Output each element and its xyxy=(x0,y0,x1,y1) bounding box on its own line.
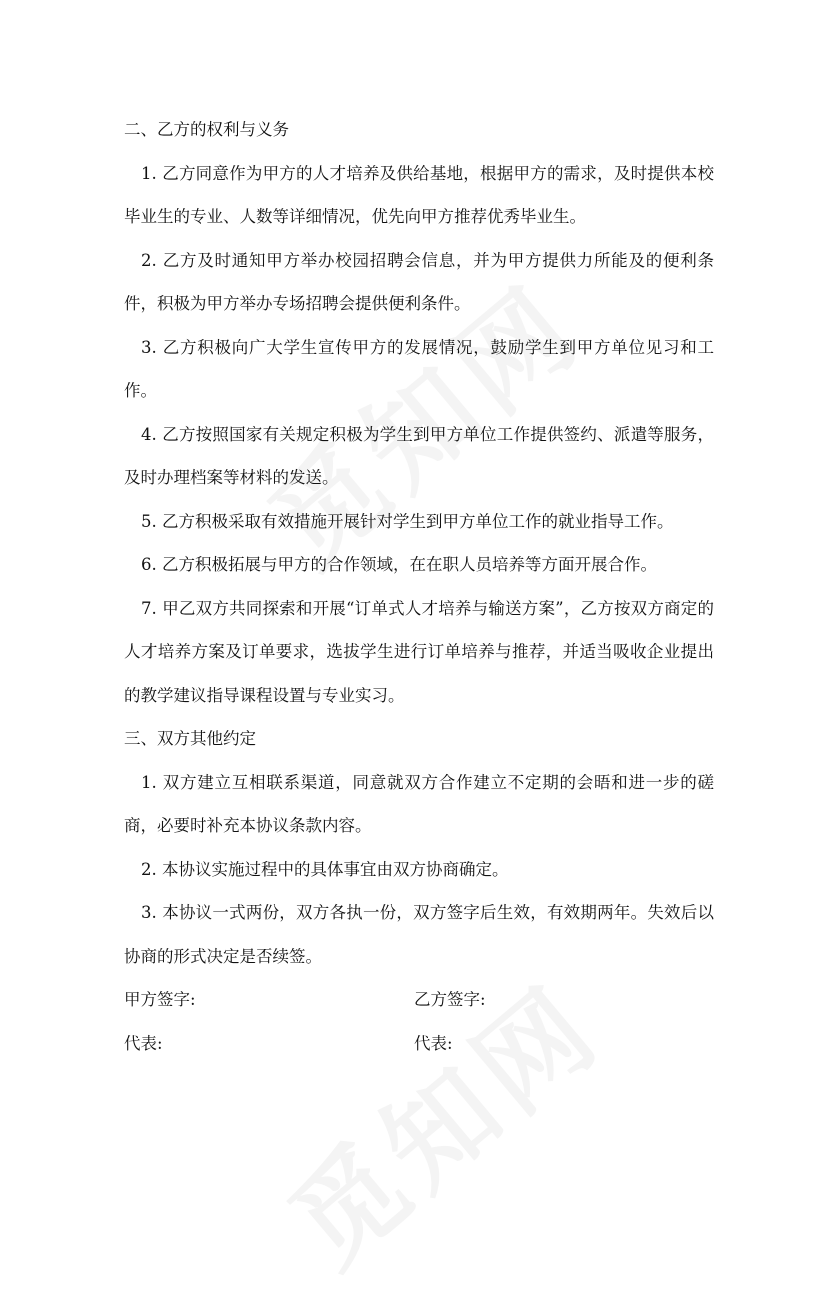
clause: 4. 乙方按照国家有关规定积极为学生到甲方单位工作提供签约、派遣等服务，及时办理档案等材料的发送。 xyxy=(124,424,714,487)
section-heading: 二、乙方的权利与义务 xyxy=(124,120,289,139)
signature-row xyxy=(124,978,714,1022)
clause: 3. 本协议一式两份，双方各执一份，双方签字后生效，有效期两年。失效后以协商的形式决定是否续签。 xyxy=(124,903,714,966)
clause: 6. 乙方积极拓展与甲方的合作领域，在在职人员培养等方面开展合作。 xyxy=(141,555,657,574)
clause: 2. 本协议实施过程中的具体事宜由双方协商确定。 xyxy=(141,859,509,879)
clause: 1. 双方建立互相联系渠道，同意就双方合作建立不定期的会晤和进一步的磋商，必要时补充本协议条款内容。 xyxy=(124,772,714,835)
clause: 1. 乙方同意作为甲方的人才培养及供给基地，根据甲方的需求，及时提供本校毕业生的专业、人数等详细情况，优先向甲方推荐优秀毕业生。 xyxy=(124,163,714,226)
party-b-signature-label: 乙方签字: xyxy=(414,990,486,1009)
document-body xyxy=(124,108,714,1065)
section-heading: 三、双方其他约定 xyxy=(124,729,256,748)
party-a-representative-label: 代表: xyxy=(124,1033,163,1053)
clause: 3. 乙方积极向广大学生宣传甲方的发展情况，鼓励学生到甲方单位见习和工作。 xyxy=(124,337,714,400)
clause: 7. 甲乙双方共同探索和开展“订单式人才培养与输送方案”，乙方按双方商定的人才培养方案及订单要求，选拔学生进行订单培养与推荐，并适当吸收企业提出的教学建议指导课程设置与专业实习。 xyxy=(124,598,714,705)
clause: 2. 乙方及时通知甲方举办校园招聘会信息，并为甲方提供力所能及的便利条件，积极为甲方举办专场招聘会提供便利条件。 xyxy=(124,250,714,313)
representative-row xyxy=(124,1022,714,1066)
clause: 5. 乙方积极采取有效措施开展针对学生到甲方单位工作的就业指导工作。 xyxy=(141,511,674,531)
party-b-representative-label: 代表: xyxy=(414,1033,453,1053)
party-a-signature-label: 甲方签字: xyxy=(124,990,196,1009)
